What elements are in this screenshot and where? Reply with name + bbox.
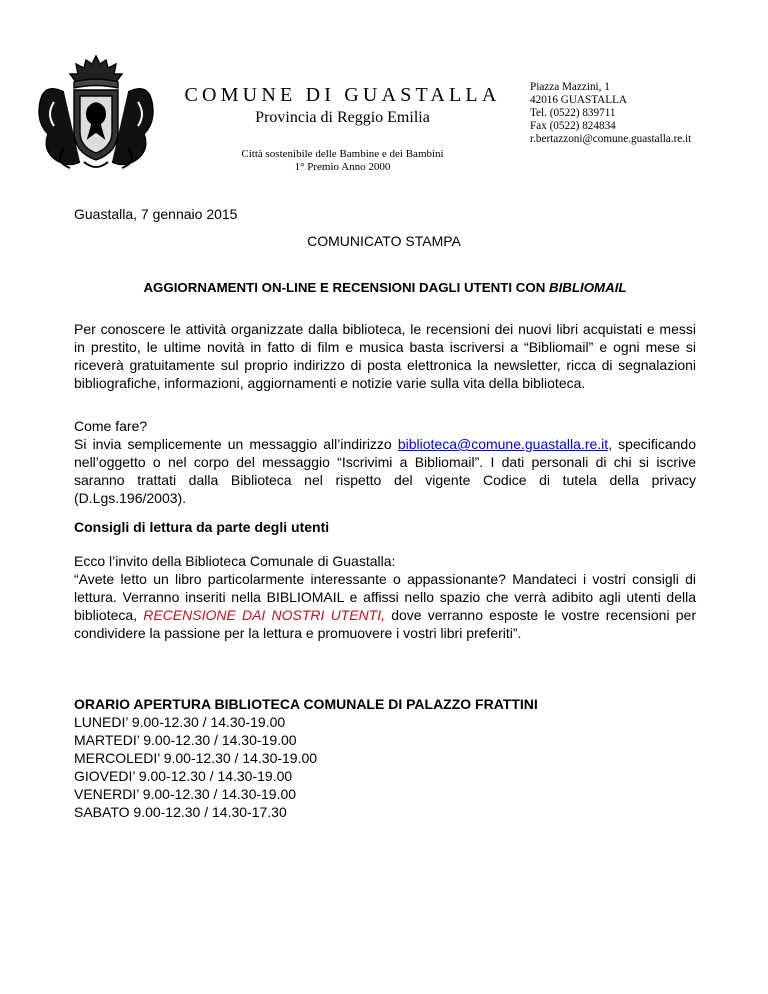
contact-email: r.bertazzoni@comune.guastalla.re.it: [530, 133, 692, 145]
reading-tips-after: dove verranno esposte le vostre recensioni per condividere la passione per la lettura e promuovere i vostri libri preferiti”.: [74, 607, 696, 641]
intro-paragraph: Per conoscere le attività organizzate dalla biblioteca, le recensioni dei nuovi libri acquistati e messi in prestito, le ultime novità in fatto di film e musica basta iscriversi a “Bibliomail” e ogni mese si riceverà gratuitamente sul proprio indirizzo di posta elettronica la newsletter, ricca di segnalazioni bibliografiche, informazioni, aggiornamenti e notizie varie sulla vita della biblioteca.: [74, 321, 696, 391]
coat-of-arms-icon: [34, 52, 158, 174]
contact-address: Piazza Mazzini, 1: [530, 81, 610, 93]
tagline: Città sostenibile delle Bambine e dei Bambini: [241, 148, 444, 160]
reading-tips-text: [74, 570, 696, 642]
how-to-text: [74, 435, 696, 507]
library-email-link[interactable]: biblioteca@comune.guastalla.re.it: [397, 436, 609, 452]
section-title: Consigli di lettura da parte degli utenti: [74, 519, 330, 535]
how-to-before-link: Si invia semplicemente un messaggio all’indirizzo: [74, 436, 398, 452]
hours-wednesday: MERCOLEDI’ 9.00-12.30 / 14.30-19.00: [74, 750, 318, 766]
contact-fax: Fax (0522) 824834: [530, 120, 616, 132]
hours-saturday: SABATO 9.00-12.30 / 14.30-17.30: [74, 804, 287, 820]
contact-block: [530, 81, 691, 146]
municipality-name: COMUNE DI GUASTALLA: [184, 84, 501, 106]
reading-tips-paragraph: [74, 552, 696, 642]
headline: [74, 280, 696, 295]
award-line: 1° Premio Anno 2000: [294, 161, 391, 173]
how-to-question: Come fare?: [74, 418, 148, 434]
hours-tuesday: MARTEDI’ 9.00-12.30 / 14.30-19.00: [74, 732, 297, 748]
headline-italic: BIBLIOMAIL: [549, 280, 627, 295]
press-release-label: COMUNICATO STAMPA: [307, 233, 461, 249]
hours-monday: LUNEDI’ 9.00-12.30 / 14.30-19.00: [74, 714, 286, 730]
how-to-after-link: , specificando nell’oggetto o nel corpo del messaggio “Iscrivimi a Bibliomail”. I dati personali di chi si iscrive saranno trattati dalla Biblioteca nel rispetto del vigente Codice di tutela della privacy (D.Lgs.196/2003).: [74, 436, 696, 506]
province-name: Provincia di Reggio Emilia: [255, 109, 430, 126]
opening-hours-title: ORARIO APERTURA BIBLIOTECA COMUNALE DI PALAZZO FRATTINI: [74, 696, 538, 712]
opening-hours: [74, 695, 538, 821]
hours-friday: VENERDI’ 9.00-12.30 / 14.30-19.00: [74, 786, 297, 802]
reviews-highlight: RECENSIONE DAI NOSTRI UTENTI,: [143, 607, 386, 623]
contact-city: 42016 GUASTALLA: [530, 94, 627, 106]
hours-thursday: GIOVEDI’ 9.00-12.30 / 14.30-19.00: [74, 768, 293, 784]
date-line: Guastalla, 7 gennaio 2015: [74, 206, 238, 222]
reading-tips-intro: Ecco l’invito della Biblioteca Comunale di Guastalla:: [74, 553, 396, 569]
letterhead: [165, 84, 520, 173]
reading-tips-before: “Avete letto un libro particolarmente interessante o appassionante? Mandateci i vostri consigli di lettura. Verranno inseriti nella BIBLIOMAIL e affissi nello spazio che verrà adibito agli utenti della biblioteca,: [74, 571, 696, 623]
how-to-paragraph: [74, 417, 696, 507]
headline-text: AGGIORNAMENTI ON-LINE E RECENSIONI DAGLI UTENTI CON: [143, 280, 549, 295]
contact-phone: Tel. (0522) 839711: [530, 107, 616, 119]
